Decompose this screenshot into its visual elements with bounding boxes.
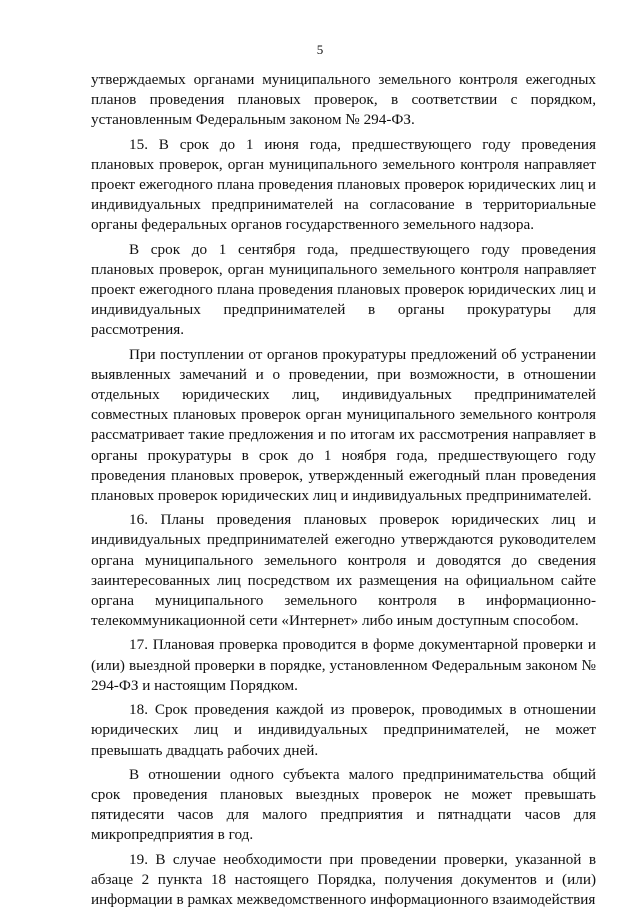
page-number: 5 xyxy=(316,42,324,57)
paragraph-september-deadline: В срок до 1 сентября года, предшествующего году проведения плановых проверок, орган муниципального земельного контроля направляет проект ежегодного плана проведения плановых проверок юридических лиц и индивидуальных предпринимателей в органы прокуратуры для рассмотрения. xyxy=(91,240,596,339)
document-body xyxy=(91,70,596,910)
paragraph-item-17: 17. Плановая проверка проводится в форме документарной проверки и (или) выездной проверки в порядке, установленном Федеральным законом № 294-ФЗ и настоящим Порядком. xyxy=(91,636,596,694)
paragraph-item-16: 16. Планы проведения плановых проверок юридических лиц и индивидуальных предпринимателей ежегодно утверждаются руководителем органа муниципального земельного контроля и доводятся до сведения заинтересованных лиц посредством их размещения на официальном сайте органа муниципального земельного контроля в информационно-телекоммуникационной сети «Интернет» либо иным доступным способом. xyxy=(91,511,596,630)
paragraph-prosecutor-proposals: При поступлении от органов прокуратуры предложений об устранении выявленных замечаний и о проведении, при возможности, в отношении отдельных юридических лиц, индивидуальных предпринимателей совместных плановых проверок орган муниципального земельного контроля рассматривает такие предложения и по итогам их рассмотрения направляет в органы прокуратуры в срок до 1 ноября года, предшествующего году проведения плановых проверок, утвержденный ежегодный план проведения плановых проверок юридических лиц и индивидуальных предпринимателей. xyxy=(91,345,596,505)
paragraph-item-18: 18. Срок проведения каждой из проверок, проводимых в отношении юридических лиц и индивидуальных предпринимателей, не может превышать двадцать рабочих дней. xyxy=(91,701,596,759)
paragraph-continuation: утверждаемых органами муниципального земельного контроля ежегодных планов проведения плановых проверок, в соответствии с порядком, установленным Федеральным законом № 294-ФЗ. xyxy=(91,71,596,129)
paragraph-item-15: 15. В срок до 1 июня года, предшествующего году проведения плановых проверок, орган муниципального земельного контроля направляет проект ежегодного плана проведения плановых проверок юридических лиц и индивидуальных предпринимателей на согласование в территориальные органы федеральных органов государственного земельного надзора. xyxy=(91,135,596,234)
paragraph-small-business-limit: В отношении одного субъекта малого предпринимательства общий срок проведения плановых выездных проверок не может превышать пятидесяти часов для малого предприятия и пятнадцати часов для микропредприятия в год. xyxy=(91,765,596,844)
paragraph-item-19: 19. В случае необходимости при проведении проверки, указанной в абзаце 2 пункта 18 настоящего Порядка, получения документов и (или) информации в рамках межведомственного информационного взаимодействия xyxy=(91,850,596,908)
